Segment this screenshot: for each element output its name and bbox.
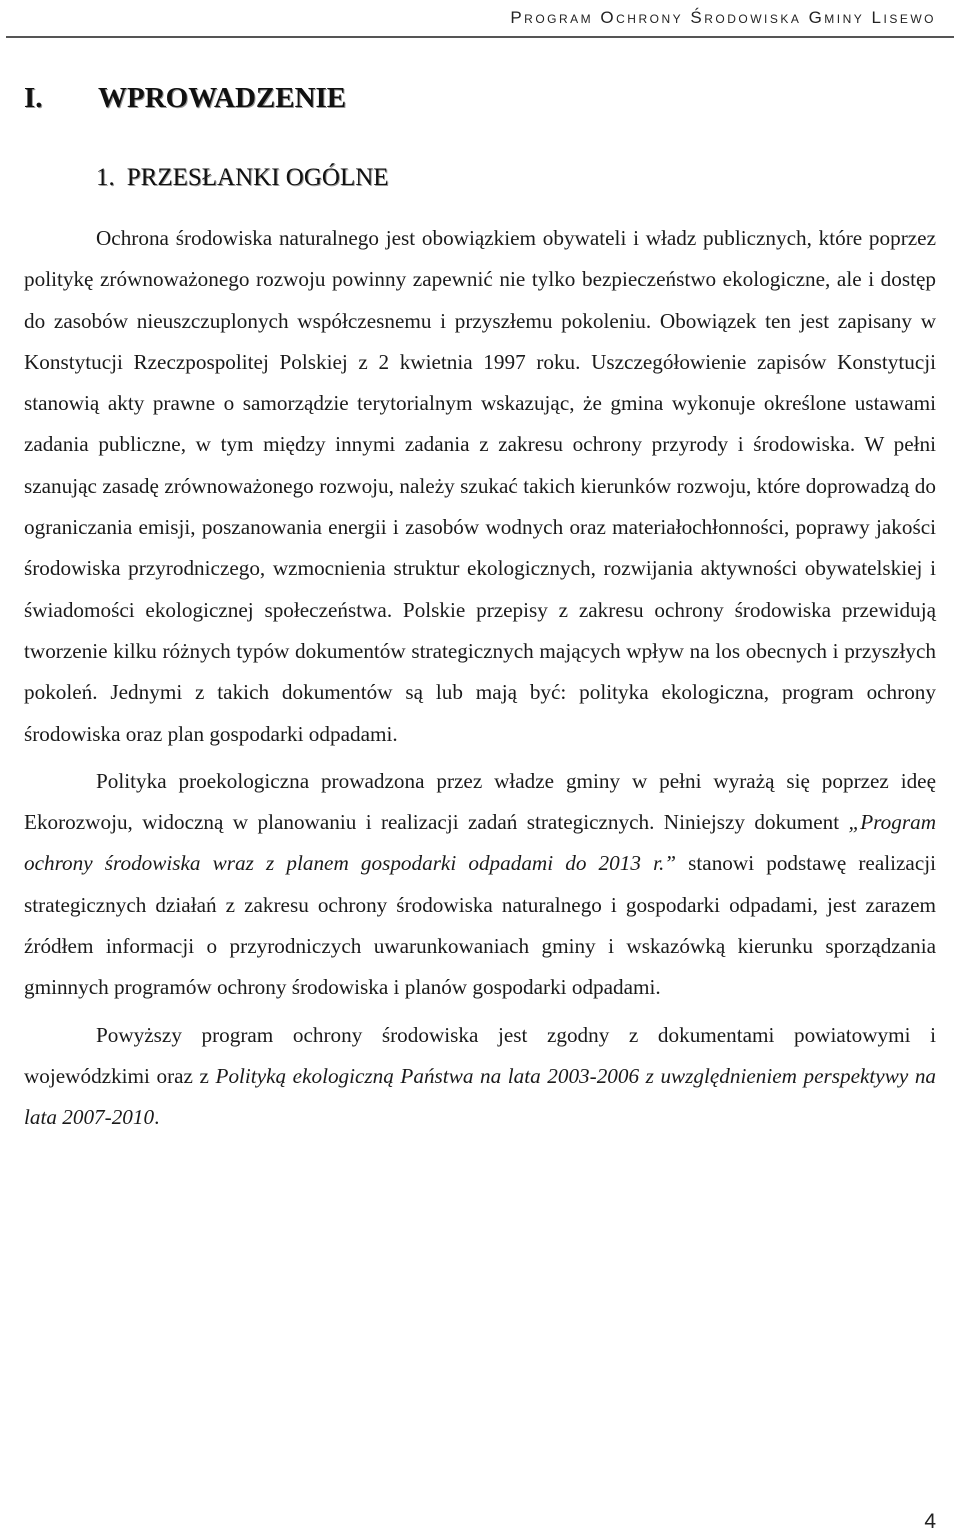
- document-body: [24, 218, 936, 1139]
- paragraph-1-text: Ochrona środowiska naturalnego jest obowiązkiem obywateli i władz publicznych, które poprzez politykę zrównoważonego rozwoju powinny zapewnić nie tylko bezpieczeństwo ekologiczne, ale i dostęp do zasobów nieuszczuplonych współczesnemu i przyszłemu pokoleniu. Obowiązek ten jest zapisany w Konstytucji Rzeczpospolitej Polskiej z 2 kwietnia 1997 roku. Uszczegółowienie zapisów Konstytucji stanowią akty prawne o samorządzie terytorialnym wskazując, że gmina wykonuje określone ustawami zadania publiczne, w tym między innymi zadania z zakresu ochrony przyrody i środowiska. W pełni szanując zasadę zrównoważonego rozwoju, należy szukać takich kierunków rozwoju, które doprowadzą do ograniczania emisji, poszanowania energii i zasobów wodnych oraz materiałochłonności, poprawy jakości środowiska przyrodniczego, wzmocnienia struktur ekologicznych, rozwijania aktywności obywatelskiej i świadomości ekologicznej społeczeństwa. Polskie przepisy z zakresu ochrony środowiska przewidują tworzenie kilku różnych typów dokumentów strategicznych mających wpływ na los obecnych i przyszłych pokoleń. Jednymi z takich dokumentów są lub mają być: polityka ekologiczna, program ochrony środowiska oraz plan gospodarki odpadami.: [24, 226, 936, 746]
- running-header: Program Ochrony Środowiska Gminy Lisewo: [510, 8, 936, 27]
- section-heading: [96, 164, 389, 192]
- paragraph-3-text-end: .: [154, 1105, 160, 1130]
- section-title: PRZESŁANKI OGÓLNE: [126, 164, 389, 191]
- chapter-heading: [24, 82, 346, 115]
- paragraph-3-text-start: Powyższy program ochrony środowiska jest zgodny z dokumentami powiatowymi i wojewódzkimi oraz z: [24, 1022, 936, 1088]
- paragraph-2-text-start: Polityka proekologiczna prowadzona przez władze gminy w pełni wyrażą się poprzez ideę Ekorozwoju, widoczną w planowaniu i realizacji zadań strategicznych. Niniejszy dokument: [24, 768, 936, 835]
- paragraph-2-text-end: stanowi podstawę realizacji strategicznych działań z zakresu ochrony środowiska naturalnego i gospodarki odpadami, jest zarazem źródłem informacji o przyrodniczych uwarunkowaniach gminy i wskazówką kierunku sporządzania gminnych programów ochrony środowiska i planów gospodarki odpadami.: [24, 851, 936, 1000]
- document-title-italic: „Program ochrony środowiska wraz z planem gospodarki odpadami do 2013 r.”: [24, 810, 936, 876]
- paragraph-2: [24, 761, 936, 1009]
- policy-title-italic: Polityką ekologiczną Państwa na lata 2003-2006 z uwzględnieniem perspektywy na lata 2007-2010: [24, 1063, 937, 1130]
- section-number: 1.: [96, 164, 115, 191]
- chapter-title: WPROWADZENIE: [98, 82, 347, 114]
- paragraph-1: [24, 218, 936, 755]
- page-number: 4: [924, 1510, 936, 1533]
- paragraph-3: [24, 1015, 936, 1139]
- header-divider: [6, 36, 954, 38]
- chapter-number: I.: [24, 82, 43, 114]
